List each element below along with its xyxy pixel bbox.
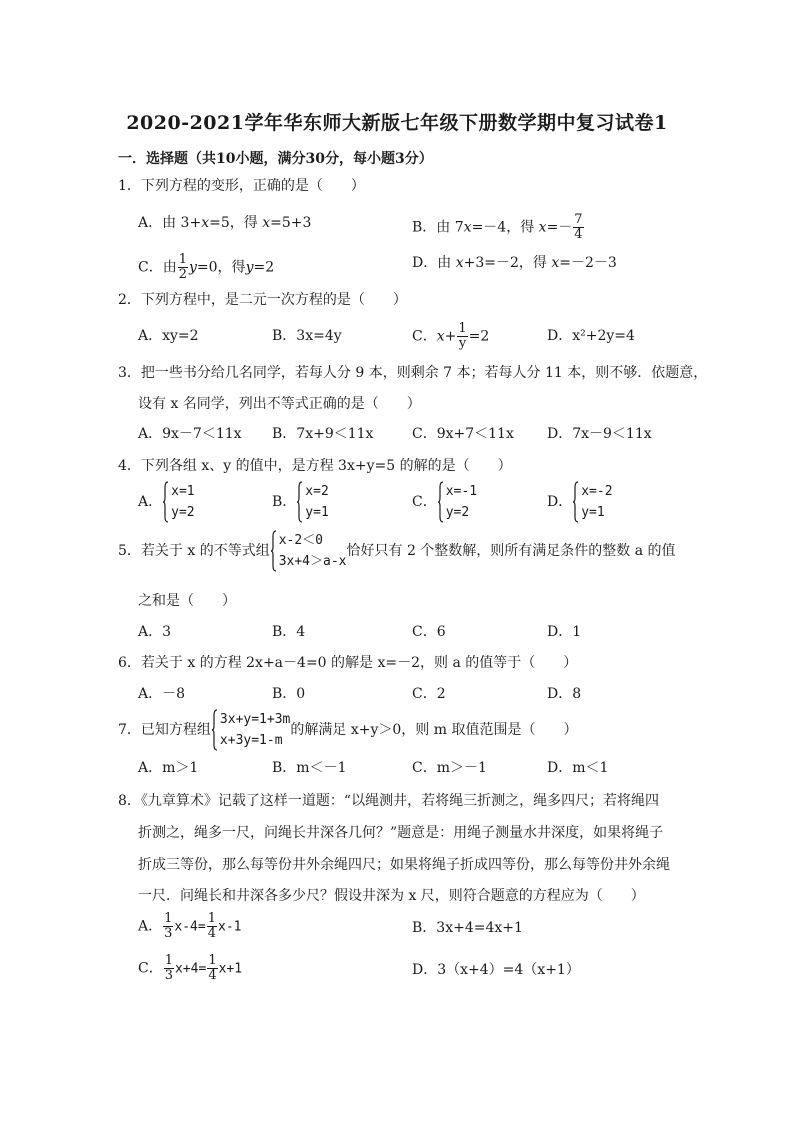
text: =－4，得: [471, 219, 539, 236]
equation-row: 3x+y=1+3m: [219, 712, 291, 727]
question-6-option-d: D．8: [547, 686, 582, 702]
option-label: A．: [138, 918, 163, 935]
question-1-option-c: [138, 253, 274, 282]
question-5-stem-line-2: 之和是（ ）: [138, 593, 236, 609]
question-2-stem: 2．下列方程中，是二元一次方程的是（ ）: [118, 292, 407, 308]
text: +3=－2，得: [463, 255, 552, 271]
text: x+4=: [175, 961, 207, 977]
question-6-option-c: C．2: [412, 686, 446, 702]
var: x: [551, 255, 560, 271]
question-8-option-b: B．3x+4=4x+1: [412, 920, 523, 936]
numerator: 1: [207, 911, 216, 926]
denominator: 3: [164, 926, 173, 941]
equation-row: x=1: [171, 484, 195, 499]
text: =5，得: [209, 215, 263, 231]
text: =－: [546, 219, 573, 236]
option-label: A．: [138, 494, 163, 510]
text: x-1: [218, 919, 242, 935]
brace-icon: [572, 481, 579, 523]
question-3-stem-line-1: 3．把一些书分给几名同学，若每人分 9 本，则剩余 7 本；若每人分 11 本，则不够．依题意，: [118, 365, 708, 381]
question-1-option-b: [412, 213, 585, 242]
equation-system: [296, 481, 328, 523]
var: x: [201, 215, 210, 231]
brace-icon: [270, 530, 277, 572]
text: x-4=: [174, 919, 206, 935]
equation-row: x=-1: [445, 484, 478, 499]
equation-system: [211, 709, 290, 751]
denominator: 4: [208, 968, 217, 983]
page-title: 2020-2021学年华东师大新版七年级下册数学期中复习试卷1: [126, 112, 668, 134]
question-1-stem: 1．下列方程的变形，正确的是（ ）: [118, 178, 365, 194]
text: =2: [468, 328, 490, 345]
var: x: [262, 215, 271, 231]
text: x+1: [218, 961, 243, 977]
question-2-option-b: B．3x=4y: [272, 328, 342, 344]
inequality-system: [270, 530, 347, 572]
fraction: [207, 912, 217, 941]
text: +: [444, 328, 457, 345]
text: 5．若关于 x 的不等式组: [118, 543, 270, 559]
fraction: [163, 912, 173, 941]
equation-system: [437, 481, 477, 523]
question-7-option-d: D．m＜1: [547, 760, 609, 776]
text: A．由 3+: [138, 215, 202, 231]
numerator: 1: [458, 321, 467, 336]
denominator: 3: [164, 968, 173, 983]
question-3-option-b: B．7x+9＜11x: [272, 426, 374, 442]
option-label: B．: [272, 494, 297, 510]
question-1-option-d: [412, 253, 617, 273]
question-6-option-a: A．－8: [138, 686, 186, 702]
var: x: [436, 328, 445, 345]
option-label: C．: [138, 960, 163, 977]
question-7-option-b: B．m＜－1: [272, 760, 347, 776]
question-8-stem-line-2: 折测之，绳多一尺，问绳长井深各几何？”题意是：用绳子测量水井深度，如果将绳子: [138, 825, 664, 841]
fraction: [207, 954, 217, 983]
question-5-stem: [118, 530, 676, 572]
equation-row: y=2: [445, 505, 470, 520]
numerator: 1: [164, 911, 173, 926]
inequality-row: x-2＜0: [278, 533, 324, 548]
question-1-option-a: [138, 213, 311, 233]
question-4-option-a: [138, 481, 195, 523]
var: x: [455, 255, 464, 271]
var: y: [245, 259, 254, 276]
question-8-stem-line-3: 折成三等份，那么每等份井外余绳四尺；如果将绳子折成四等份，那么每等份井外余绳: [138, 857, 670, 873]
text: C．由: [138, 259, 177, 276]
brace-icon: [162, 481, 169, 523]
question-2-option-c: [412, 322, 489, 351]
question-4-option-c: [412, 481, 477, 523]
numerator: 7: [574, 212, 583, 227]
question-7-stem: [118, 709, 577, 751]
var: y: [189, 259, 197, 276]
fraction: [573, 213, 583, 242]
fraction: [164, 954, 174, 983]
equation-row: y=1: [305, 505, 329, 520]
text: 恰好只有 2 个整数解，则所有满足条件的整数 a 的值: [346, 543, 676, 559]
equation-row: y=1: [581, 505, 605, 520]
brace-icon: [296, 481, 303, 523]
denominator: 2: [178, 267, 187, 282]
question-3-option-a: A．9x－7＜11x: [138, 426, 242, 442]
fraction: [178, 253, 188, 282]
text: 7．已知方程组: [118, 722, 211, 738]
question-2-option-d: D．x²+2y=4: [547, 328, 635, 344]
text: =0，得: [196, 259, 246, 276]
denominator: y: [458, 336, 467, 351]
question-7-option-a: A．m＞1: [138, 760, 199, 776]
question-5-option-b: B．4: [272, 624, 306, 640]
question-8-option-c: [138, 954, 242, 983]
numerator: 1: [208, 953, 217, 968]
question-6-stem: 6．若关于 x 的方程 2x+a－4=0 的解是 x=－2，则 a 的值等于（ ）: [118, 655, 578, 671]
question-4-option-d: [547, 481, 613, 523]
equation-row: x=2: [305, 484, 329, 499]
question-3-option-c: C．9x+7＜11x: [412, 426, 514, 442]
question-8-stem-line-4: 一尺．问绳长和井深各多少尺？假设井深为 x 尺，则符合题意的方程应为（ ）: [138, 888, 645, 904]
equation-row: y=2: [171, 505, 195, 520]
equation-row: x=-2: [581, 484, 613, 499]
text: C．: [412, 328, 437, 345]
var: x: [538, 219, 547, 236]
text: 的解满足 x+y＞0，则 m 取值范围是（ ）: [290, 722, 578, 738]
text: =2: [253, 259, 275, 276]
text: =5+3: [270, 215, 312, 231]
question-7-option-c: C．m＞－1: [412, 760, 487, 776]
equation-row: x+3y=1-m: [219, 733, 283, 748]
text: =－2－3: [559, 255, 617, 271]
denominator: 4: [207, 926, 216, 941]
brace-icon: [437, 481, 444, 523]
text: D．由: [412, 255, 456, 271]
question-3-option-d: D．7x－9＜11x: [547, 426, 652, 442]
question-5-option-a: A．3: [138, 624, 172, 640]
text: B．由 7: [412, 219, 464, 236]
brace-icon: [211, 709, 218, 751]
inequality-row: 3x+4＞a-x: [278, 554, 347, 569]
question-8-option-d: D．3（x+4）=4（x+1）: [412, 962, 580, 978]
section-heading: 一．选择题（共10小题，满分30分，每小题3分）: [118, 151, 433, 167]
question-2-option-a: A．xy=2: [138, 328, 199, 344]
question-4-stem: 4．下列各组 x、y 的值中，是方程 3x+y=5 的解的是（ ）: [118, 458, 512, 474]
question-5-option-d: D．1: [547, 624, 582, 640]
equation-system: [572, 481, 612, 523]
question-5-option-c: C．6: [412, 624, 446, 640]
question-6-option-b: B．0: [272, 686, 306, 702]
denominator: 4: [574, 227, 583, 242]
fraction: [457, 322, 467, 351]
equation-system: [162, 481, 194, 523]
option-label: D．: [547, 494, 573, 510]
numerator: 1: [178, 252, 187, 267]
numerator: 1: [164, 953, 173, 968]
question-8-stem-line-1: 8．《九章算术》记载了这样一道题：“以绳测井，若将绳三折测之，绳多四尺；若将绳四: [118, 793, 660, 809]
question-4-option-b: [272, 481, 329, 523]
var: x: [463, 219, 472, 236]
option-label: C．: [412, 494, 437, 510]
question-3-stem-line-2: 设有 x 名同学，列出不等式正确的是（ ）: [138, 396, 421, 412]
question-8-option-a: [138, 912, 241, 941]
